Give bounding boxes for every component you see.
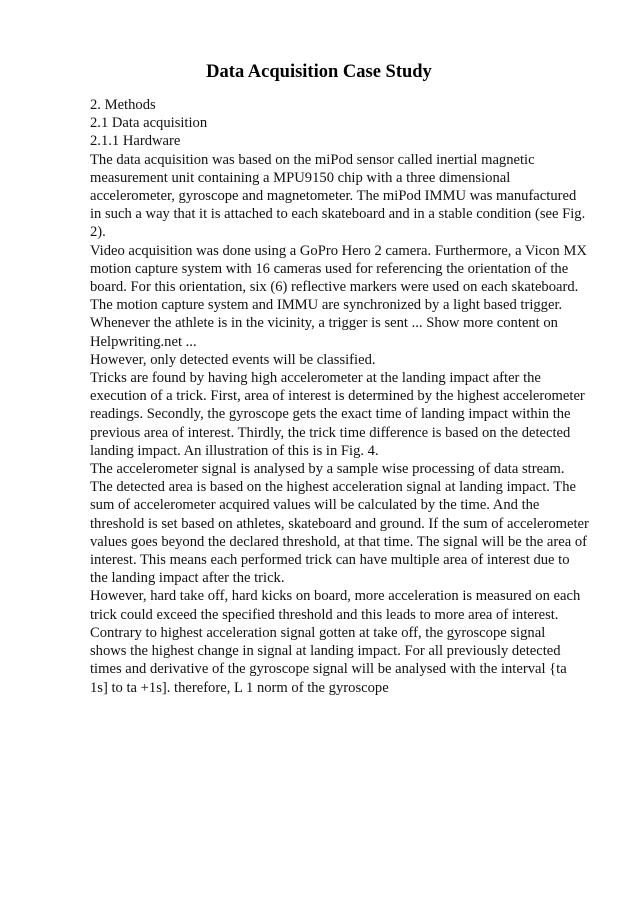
text-line: sum of accelerometer acquired values will be calculated by the time. And the (90, 497, 540, 514)
text-line: motion capture system with 16 cameras used for referencing the orientation of the (90, 260, 569, 277)
text-line: in such a way that it is attached to each skateboard and in a stable condition (see Fig. (90, 206, 586, 223)
text-line: readings. Secondly, the gyroscope gets the exact time of landing impact within the (90, 406, 571, 423)
text-line: Whenever the athlete is in the vicinity, a trigger is sent ... Show more content on (90, 315, 558, 332)
text-line: The accelerometer signal is analysed by a sample wise processing of data stream. (90, 461, 565, 478)
text-line: shows the highest change in signal at landing impact. For all previously detected (90, 643, 561, 660)
text-line: times and derivative of the gyroscope signal will be analysed with the interval {ta (90, 661, 567, 678)
text-line: The data acquisition was based on the miPod sensor called inertial magnetic (90, 151, 535, 168)
text-line: measurement unit containing a MPU9150 chip with a three dimensional (90, 169, 511, 186)
text-line: interest. This means each performed trick can have multiple area of interest due to (90, 552, 570, 569)
text-line: threshold is set based on athletes, skateboard and ground. If the sum of accelerometer (90, 515, 589, 532)
document-body (90, 96, 600, 697)
text-line: accelerometer, gyroscope and magnetometer. The miPod IMMU was manufactured (90, 188, 577, 205)
text-line: trick could exceed the specified threshold and this leads to more area of interest. (90, 606, 559, 623)
text-line: Tricks are found by having high accelerometer at the landing impact after the (90, 370, 541, 387)
text-line: The detected area is based on the highest acceleration signal at landing impact. The (90, 479, 576, 496)
text-line: 2.1 Data acquisition (90, 115, 208, 132)
text-line: However, only detected events will be classified. (90, 351, 376, 368)
text-line: board. For this orientation, six (6) reflective markers were used on each skateboard. (90, 279, 579, 296)
text-line: previous area of interest. Thirdly, the trick time difference is based on the detected (90, 424, 571, 441)
text-line: values goes beyond the declared threshold, at that time. The signal will be the area of (90, 533, 587, 550)
text-line: execution of a trick. First, area of interest is determined by the highest accelerometer (90, 388, 585, 405)
text-line: the landing impact after the trick. (90, 570, 285, 587)
text-line: Helpwriting.net ... (90, 333, 197, 350)
text-line: The motion capture system and IMMU are synchronized by a light based trigger. (90, 297, 563, 314)
text-line: Video acquisition was done using a GoPro Hero 2 camera. Furthermore, a Vicon MX (90, 242, 587, 259)
text-line: 1s] to ta +1s]. therefore, L 1 norm of the gyroscope (90, 679, 389, 696)
text-line: landing impact. An illustration of this is in Fig. 4. (90, 442, 379, 459)
document-title: Data Acquisition Case Study (206, 62, 432, 82)
text-line: 2. Methods (90, 97, 156, 113)
text-line: Contrary to highest acceleration signal gotten at take off, the gyroscope signal (90, 624, 546, 641)
text-line: However, hard take off, hard kicks on board, more acceleration is measured on each (90, 588, 581, 605)
text-line: 2.1.1 Hardware (90, 133, 181, 150)
text-line: 2). (90, 224, 106, 241)
